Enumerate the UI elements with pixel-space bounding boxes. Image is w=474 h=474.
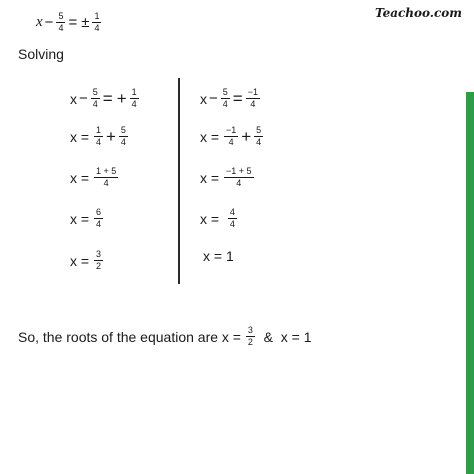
denominator: 4 — [222, 99, 228, 109]
numerator: −1 — [225, 125, 237, 135]
plus-sign: + — [105, 127, 116, 146]
fraction — [119, 126, 128, 147]
numerator: −1 — [247, 87, 258, 97]
numerator: 3 — [247, 325, 253, 335]
right-step-4 — [200, 208, 238, 229]
variable-x: x — [200, 90, 207, 107]
equals-sign: = — [68, 14, 78, 31]
denominator: 4 — [120, 137, 126, 147]
numerator: 5 — [256, 125, 262, 135]
top-equation — [36, 12, 102, 33]
numerator: −1 + 5 — [225, 166, 252, 176]
lhs: x = — [200, 169, 220, 186]
right-step-3 — [200, 167, 255, 188]
fraction — [94, 167, 118, 188]
right-step-1 — [200, 88, 261, 109]
denominator: 4 — [250, 99, 256, 109]
fraction — [130, 88, 139, 109]
plus-sign: + — [116, 89, 127, 108]
numerator: 1 + 5 — [95, 166, 117, 176]
numerator: 1 — [95, 125, 101, 135]
equals-sign: = — [232, 89, 243, 108]
fraction — [224, 126, 238, 147]
conclusion-line — [18, 326, 312, 347]
numerator: 5 — [58, 11, 64, 21]
solving-label: Solving — [18, 46, 64, 62]
fraction — [91, 88, 100, 109]
numerator: 1 — [94, 11, 100, 21]
denominator: 4 — [95, 137, 101, 147]
numerator: 3 — [95, 249, 101, 259]
fraction — [92, 12, 101, 33]
fraction — [94, 126, 103, 147]
accent-bar — [466, 92, 474, 474]
right-step-2 — [200, 126, 264, 147]
denominator: 4 — [95, 219, 101, 229]
fraction — [94, 208, 103, 229]
fraction — [246, 88, 260, 109]
numerator: 4 — [229, 207, 235, 217]
fraction — [254, 126, 263, 147]
lhs: x = — [200, 210, 220, 227]
denominator: 4 — [236, 178, 242, 188]
left-step-1 — [70, 88, 140, 109]
plus-sign: + — [241, 127, 252, 146]
left-step-3 — [70, 167, 119, 188]
lhs: x = — [70, 169, 90, 186]
right-result: x = 1 — [203, 248, 234, 264]
variable-x: x — [70, 90, 77, 107]
minus-sign: − — [79, 90, 88, 107]
teachoo-logo: Teachoo.com — [375, 6, 462, 20]
equals-sign: = — [102, 89, 113, 108]
denominator: 4 — [228, 137, 234, 147]
lhs: x = — [70, 210, 90, 227]
left-step-2 — [70, 126, 129, 147]
left-step-4 — [70, 208, 104, 229]
left-step-5 — [70, 250, 104, 271]
numerator: 6 — [95, 207, 101, 217]
numerator: 5 — [120, 125, 126, 135]
numerator: 5 — [222, 87, 228, 97]
denominator: 4 — [94, 23, 100, 33]
conclusion-text: So, the roots of the equation are x = — [18, 328, 241, 345]
denominator: 4 — [229, 219, 235, 229]
denominator: 4 — [92, 99, 98, 109]
fraction — [228, 208, 237, 229]
fraction — [224, 167, 254, 188]
plus-minus-sign: ± — [81, 14, 90, 31]
lhs: x = — [200, 128, 220, 145]
conclusion-second-root: x = 1 — [280, 328, 312, 345]
variable-x: x — [36, 14, 43, 30]
denominator: 4 — [256, 137, 262, 147]
denominator: 4 — [58, 23, 64, 33]
fraction — [246, 326, 255, 347]
fraction — [94, 250, 103, 271]
denominator: 4 — [131, 99, 137, 109]
fraction — [56, 12, 65, 33]
minus-sign: − — [209, 90, 218, 107]
denominator: 2 — [247, 337, 253, 347]
numerator: 1 — [131, 87, 137, 97]
numerator: 5 — [92, 87, 98, 97]
lhs: x = — [70, 128, 90, 145]
denominator: 4 — [103, 178, 109, 188]
denominator: 2 — [95, 261, 101, 271]
lhs: x = — [70, 252, 90, 269]
column-divider — [178, 78, 180, 284]
ampersand: & — [263, 328, 274, 345]
minus-sign: − — [44, 14, 54, 31]
fraction — [221, 88, 230, 109]
